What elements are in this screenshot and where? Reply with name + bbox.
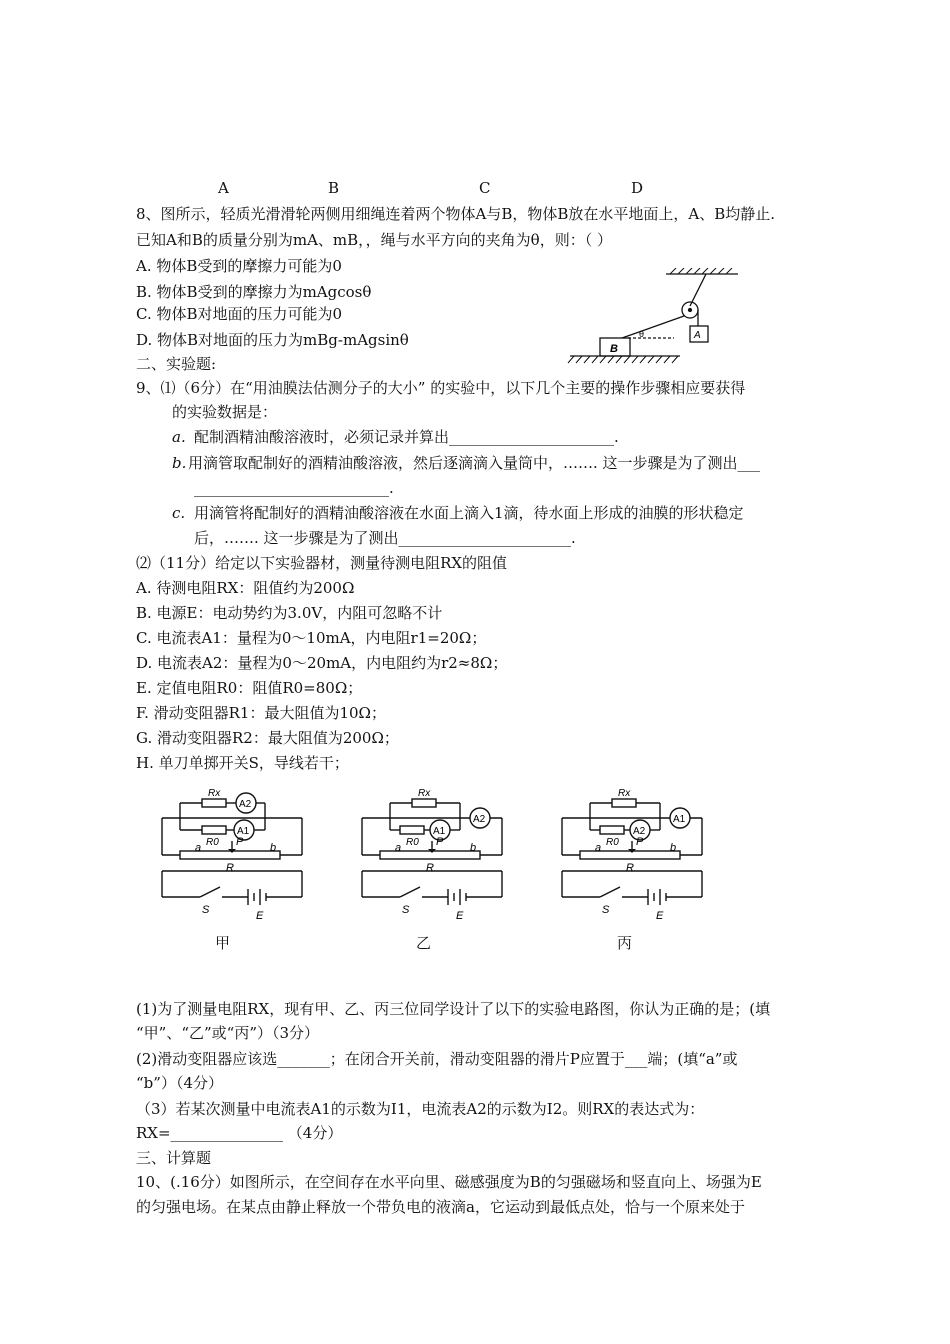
- q9-b-text: 用滴管取配制好的酒精油酸溶液，然后逐滴滴入量筒中，……. 这一步骤是为了测出___: [188, 454, 761, 472]
- q9-a-label: a.: [172, 428, 186, 446]
- yi-r0: R0: [406, 837, 419, 848]
- caption-bing: 丙: [617, 934, 633, 952]
- q8-option-b: B. 物体B受到的摩擦力为mAgcosθ: [136, 283, 372, 301]
- q8-option-c: C. 物体B对地面的压力可能为0: [136, 305, 343, 323]
- bing-rx: Rx: [618, 788, 631, 799]
- option-a-label: A: [218, 179, 229, 197]
- bing-r: R: [626, 862, 634, 874]
- bing-a1: A1: [673, 814, 686, 825]
- jia-b: b: [270, 842, 277, 854]
- yi-a: a: [395, 842, 402, 854]
- block-b-label: B: [610, 343, 618, 355]
- q8-option-d: D. 物体B对地面的压力为mBg-mAgsinθ: [136, 331, 409, 349]
- equipment-b: B. 电源E：电动势约为3.0V，内阻可忽略不计: [136, 604, 443, 622]
- equipment-a: A. 待测电阻RX：阻值约为200Ω: [136, 579, 355, 597]
- sub1-line2: “甲”、“乙”或“丙”）（3分）: [136, 1024, 320, 1042]
- yi-r: R: [426, 862, 434, 874]
- q9-c-label: c.: [172, 504, 186, 522]
- caption-jia: 甲: [215, 934, 231, 952]
- q9-c-text: 用滴管将配制好的酒精油酸溶液在水面上滴入1滴，待水面上形成的油膜的形状稳定: [194, 504, 744, 522]
- yi-p: P: [436, 836, 444, 848]
- yi-s: S: [402, 904, 410, 916]
- yi-a2: A2: [473, 814, 486, 825]
- jia-p: P: [236, 836, 244, 848]
- equipment-g: G. 滑动变阻器R2：最大阻值为200Ω；: [136, 729, 399, 747]
- equipment-e: E. 定值电阻R0：阻值R0=80Ω；: [136, 679, 363, 697]
- bing-a: a: [595, 842, 602, 854]
- bing-e: E: [656, 910, 664, 922]
- equipment-f: F. 滑动变阻器R1：最大阻值为10Ω；: [136, 704, 386, 722]
- option-d-label: D: [631, 179, 644, 197]
- option-b-label: B: [328, 179, 340, 197]
- theta-label: θ: [639, 329, 645, 339]
- q9-b-label: b.: [172, 454, 187, 472]
- yi-a1: A1: [433, 826, 446, 837]
- q10-line1: 10、(.16分）如图所示，在空间存在水平向里、磁感强度为B的匀强磁场和竖直向上、场强为E: [136, 1173, 762, 1191]
- jia-rx: Rx: [208, 788, 221, 799]
- block-a-label: A: [694, 330, 701, 341]
- yi-b: b: [470, 842, 477, 854]
- yi-e: E: [456, 910, 464, 922]
- q9-p1-line1: 9、⑴（6分）在“用油膜法估测分子的大小” 的实验中，以下几个主要的操作步骤相应要获得: [136, 379, 746, 397]
- sub2-line1: (2)滑动变阻器应该选_______；在闭合开关前，滑动变阻器的滑片P应置于___端；(填“a”或: [136, 1050, 738, 1068]
- jia-r0: R0: [206, 837, 219, 848]
- equipment-c: C. 电流表A1：量程为0～10mA，内电阻r1=20Ω；: [136, 629, 487, 647]
- q8-line2: 已知A和B的质量分别为mA、mB，，绳与水平方向的夹角为θ，则：（ ）: [136, 231, 612, 249]
- q10-line2: 的匀强电场。在某点由静止释放一个带负电的液滴a，它运动到最低点处，恰与一个原来处于: [136, 1198, 745, 1216]
- jia-r: R: [226, 862, 234, 874]
- section3-heading: 三、计算题: [136, 1149, 212, 1167]
- option-c-label: C: [479, 179, 491, 197]
- equipment-d: D. 电流表A2：量程为0～20mA，内电阻约为r2≈8Ω；: [136, 654, 508, 672]
- jia-a1: A1: [237, 826, 250, 837]
- q9-c-cont: 后，……. 这一步骤是为了测出_______________________.: [194, 529, 576, 547]
- pulley-figure: [566, 268, 746, 364]
- caption-yi: 乙: [416, 934, 432, 952]
- q9-p2-head: ⑵（11分）给定以下实验器材，测量待测电阻RX的阻值: [136, 554, 508, 572]
- q9-a-text: 配制酒精油酸溶液时，必须记录并算出______________________.: [194, 428, 619, 446]
- sub3-line1: （3）若某次测量中电流表A1的示数为I1，电流表A2的示数为I2。则RX的表达式为：: [136, 1100, 705, 1118]
- q9-p1-line2: 的实验数据是：: [172, 403, 278, 421]
- circuit-bing: [560, 785, 710, 925]
- bing-p: P: [636, 836, 644, 848]
- circuit-jia: [160, 785, 310, 925]
- jia-e: E: [256, 910, 264, 922]
- sub3-line2: RX=_______________ （4分）: [136, 1124, 343, 1142]
- circuit-yi: [360, 785, 510, 925]
- jia-a2: A2: [239, 799, 252, 810]
- q8-line1: 8、图所示，轻质光滑滑轮两侧用细绳连着两个物体A与B，物体B放在水平地面上，A、B均静止.: [136, 205, 776, 223]
- sub2-line2: “b”）（4分）: [136, 1074, 223, 1092]
- bing-b: b: [670, 842, 677, 854]
- equipment-h: H. 单刀单掷开关S，导线若干；: [136, 754, 349, 772]
- bing-a2: A2: [633, 826, 646, 837]
- bing-r0: R0: [606, 837, 619, 848]
- yi-rx: Rx: [418, 788, 431, 799]
- q8-option-a: A. 物体B受到的摩擦力可能为0: [136, 257, 342, 275]
- q9-b-cont: __________________________.: [194, 479, 394, 497]
- bing-s: S: [602, 904, 610, 916]
- jia-s: S: [202, 904, 210, 916]
- section2-heading: 二、实验题:: [136, 355, 217, 373]
- sub1-line1: (1)为了测量电阻RX，现有甲、乙、丙三位同学设计了以下的实验电路图，你认为正确的是；(填: [136, 1000, 771, 1018]
- jia-a: a: [195, 842, 202, 854]
